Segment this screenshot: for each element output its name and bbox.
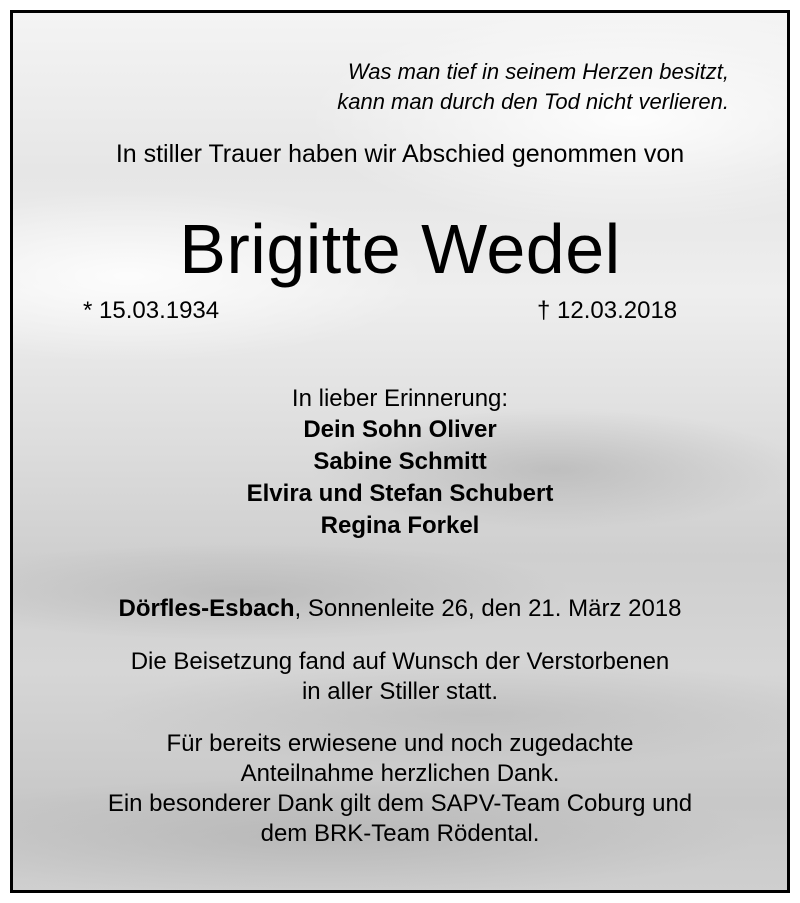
quote-line-2: kann man durch den Tod nicht verlieren. (337, 89, 729, 114)
burial-line-1: Die Beisetzung fand auf Wunsch der Verstorbenen (130, 648, 670, 675)
quote-line-1: Was man tief in seinem Herzen besitzt, (347, 59, 729, 84)
mourner-name: Elvira und Stefan Schubert (246, 480, 554, 507)
obituary-notice (10, 10, 790, 893)
intro-text: In stiller Trauer haben wir Abschied genommen von (115, 140, 685, 168)
thanks-line-2: Anteilnahme herzlichen Dank. (240, 760, 560, 787)
birth-date: * 15.03.1934 (83, 297, 220, 324)
thanks-line-3: Ein besonderer Dank gilt dem SAPV-Team Coburg und (107, 790, 693, 817)
address-date: , Sonnenleite 26, den 21. März 2018 (294, 595, 682, 622)
death-date: † 12.03.2018 (537, 297, 678, 324)
mourner-name: Regina Forkel (320, 512, 480, 539)
place-date-line (13, 595, 787, 623)
place-name: Dörfles-Esbach (118, 595, 295, 622)
mourner-name: Dein Sohn Oliver (303, 416, 497, 443)
deceased-name: Brigitte Wedel (179, 210, 621, 288)
thanks-line-1: Für bereits erwiesene und noch zugedachte (166, 730, 634, 757)
mourner-name: Sabine Schmitt (313, 448, 487, 475)
thanks-line-4: dem BRK-Team Rödental. (260, 820, 540, 847)
burial-line-2: in aller Stiller statt. (301, 678, 499, 705)
memory-heading: In lieber Erinnerung: (291, 385, 509, 412)
